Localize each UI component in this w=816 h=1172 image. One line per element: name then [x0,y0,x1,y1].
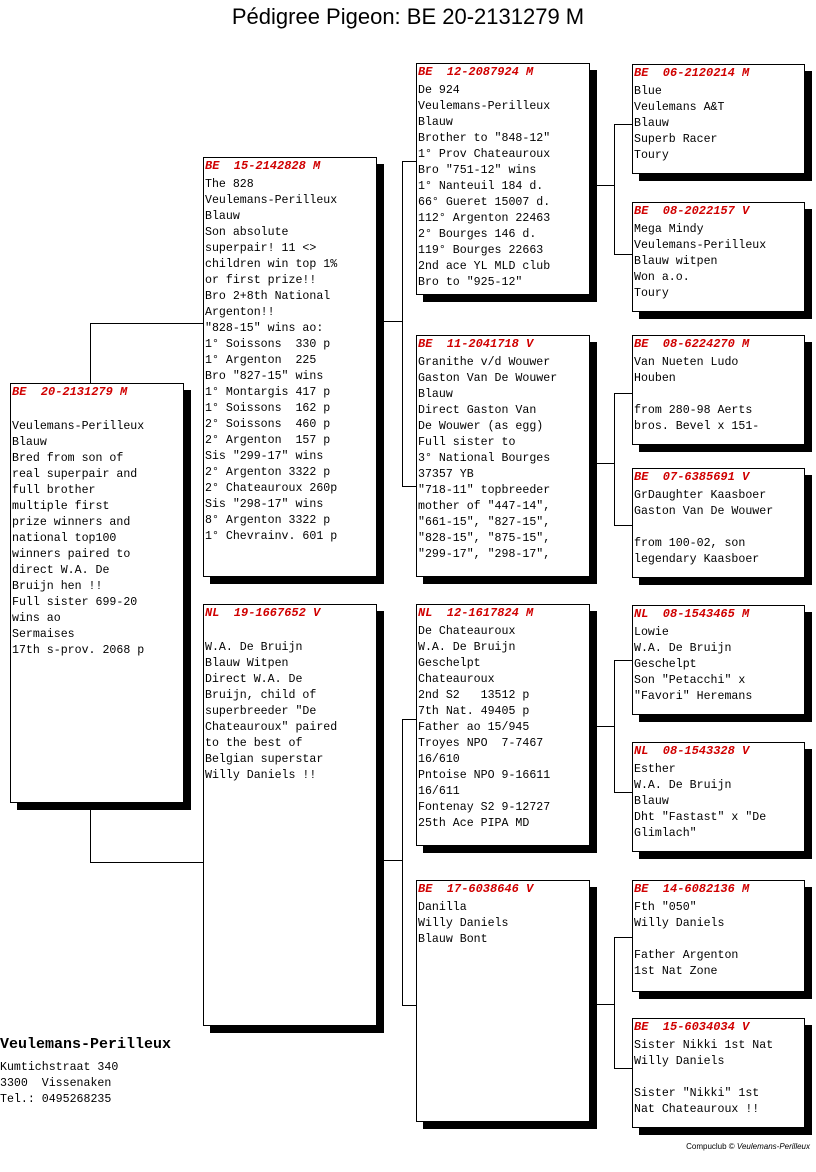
card-line: 2nd ace YL MLD club [418,260,551,273]
card-line: 17th s-prov. 2068 p [12,644,145,657]
owner-block [0,1036,171,1108]
card-line [205,624,376,640]
card-line: "Favori" Heremans [634,690,753,703]
card-line: Veulemans-Perilleux [418,100,551,113]
card-line: Sister "Nikki" 1st [634,1087,760,1100]
ring-number: BE 08-2022157 V [634,204,750,218]
card-line: GrDaughter Kaasboer [634,489,767,502]
card-line [634,1070,804,1086]
card-line: "661-15", "827-15", [418,516,551,529]
ring-number: BE 20-2131279 M [12,385,128,399]
card-line: 2° Chateauroux 260p [205,482,338,495]
card-line [12,403,183,419]
ring-number: BE 07-6385691 V [634,470,750,484]
card-line: Bruijn hen !! [12,580,103,593]
ring-number: BE 15-6034034 V [634,1020,750,1034]
card-line: Fontenay S2 9-12727 [418,801,551,814]
pedigree-card-father[interactable] [203,157,377,577]
card-line: wins ao [12,612,61,625]
card-line: to the best of [205,737,303,750]
footer-brand: Compuclub © [686,1142,737,1151]
card-line: 1° Soissons 162 p [205,402,331,415]
card-line: W.A. De Bruijn [418,641,516,654]
card-line: real superpair and [12,468,138,481]
card-line: 66° Gueret 15007 d. [418,196,551,209]
card-line: Blauw Witpen [205,657,289,670]
card-line: Brother to "848-12" [418,132,551,145]
card-line: Willy Daniels [418,917,509,930]
connector-line [402,1005,417,1006]
connector-line [596,1004,614,1005]
card-line: Veulemans A&T [634,101,725,114]
card-line: full brother [12,484,96,497]
card-line [634,387,804,403]
card-line: 37357 YB [418,468,474,481]
card-line: 16/611 [418,785,460,798]
card-body [417,79,589,291]
card-line: national top100 [12,532,117,545]
card-line: The 828 [205,178,254,191]
card-line: Toury [634,149,669,162]
card-line: Bruijn, child of [205,689,317,702]
card-line [634,520,804,536]
connector-line [614,393,632,394]
card-line: De 924 [418,84,460,97]
card-line: Pntoise NPO 9-16611 [418,769,551,782]
card-line: Danilla [418,901,467,914]
page-title: Pédigree Pigeon: BE 20-2131279 M [231,4,585,29]
card-line: Veulemans-Perilleux [12,420,145,433]
card-line: Direct Gaston Van [418,404,537,417]
card-line: Houben [634,372,676,385]
ring-number: NL 08-1543328 V [634,744,750,758]
card-line: Blauw Bont [418,933,488,946]
card-line: bros. Bevel x 151- [634,420,760,433]
owner-city: 3300 Vissenaken [0,1077,112,1090]
card-line: 8° Argenton 3322 p [205,514,331,527]
card-line: Blauw witpen [634,255,718,268]
card-line: Bro to "925-12" [418,276,523,289]
connector-line [614,393,615,525]
card-line: Veulemans-Perilleux [634,239,767,252]
pedigree-card-fmm[interactable] [632,468,805,578]
card-body [633,80,804,164]
connector-line [402,486,417,487]
footer-credit [686,1142,810,1151]
connector-line [90,323,204,324]
card-line: 1° Chevrainv. 601 p [205,530,338,543]
card-body [204,173,376,545]
card-line: Blauw [205,210,240,223]
card-line: Gaston Van De Wouwer [418,372,558,385]
card-line: from 280-98 Aerts [634,404,753,417]
card-line: W.A. De Bruijn [205,641,303,654]
card-line: Sermaises [12,628,75,641]
pedigree-card-ffm[interactable] [632,202,805,312]
connector-line [376,321,402,322]
owner-street: Kumtichstraat 340 [0,1061,119,1074]
card-line: 112° Argenton 22463 [418,212,551,225]
card-line: Van Nueten Ludo [634,356,739,369]
pedigree-card-father-father[interactable] [416,63,590,295]
ring-number: BE 17-6038646 V [418,882,534,896]
card-body [633,1034,804,1118]
card-body [11,399,183,659]
card-line: Chateauroux" paired [205,721,338,734]
card-line: Geschelpt [634,658,697,671]
pedigree-card-father-mother[interactable] [416,335,590,577]
card-line: De Wouwer (as egg) [418,420,544,433]
connector-line [614,792,632,793]
card-line: Bro 2+8th National [205,290,331,303]
connector-line [614,254,632,255]
card-line: 119° Bourges 22663 [418,244,544,257]
pedigree-card-fff[interactable] [632,64,805,174]
card-line: Lowie [634,626,669,639]
ring-number: BE 12-2087924 M [418,65,534,79]
card-line: De Chateauroux [418,625,516,638]
card-line: Troyes NPO 7-7467 [418,737,544,750]
card-line: winners paired to [12,548,131,561]
connector-line [402,161,417,162]
card-line: 16/610 [418,753,460,766]
card-line: legendary Kaasboer [634,553,760,566]
card-line: Willy Daniels !! [205,769,317,782]
connector-line [402,161,403,486]
card-line: Dht "Fastast" x "De [634,811,767,824]
connector-line [614,124,615,254]
card-line: superpair! 11 <> [205,242,317,255]
card-line [634,932,804,948]
card-line: Blauw [418,116,453,129]
card-line: Sister Nikki 1st Nat [634,1039,774,1052]
card-line: Veulemans-Perilleux [205,194,338,207]
pedigree-card-mmf[interactable] [632,880,805,992]
card-line: Son absolute [205,226,289,239]
card-body [204,620,376,784]
connector-line [90,810,91,863]
card-line: Blauw [418,388,453,401]
connector-line [614,124,632,125]
card-line: Blauw [12,436,47,449]
card-line: multiple first [12,500,110,513]
pedigree-card-mff[interactable] [632,605,805,715]
connector-line [90,323,91,383]
card-line: Father Argenton [634,949,739,962]
card-line: 1° Argenton 225 [205,354,317,367]
card-line: Direct W.A. De [205,673,303,686]
connector-line [402,719,403,1005]
connector-line [614,660,632,661]
card-line: direct W.A. De [12,564,110,577]
card-line: from 100-02, son [634,537,746,550]
pedigree-card-fmf[interactable] [632,335,805,445]
card-line: Father ao 15/945 [418,721,530,734]
card-line: 1° Nanteuil 184 d. [418,180,544,193]
card-line: 1st Nat Zone [634,965,718,978]
card-body [417,620,589,832]
card-line: 25th Ace PIPA MD [418,817,530,830]
pedigree-card-bird[interactable] [10,383,184,803]
card-line: Geschelpt [418,657,481,670]
card-body [633,621,804,705]
card-line: prize winners and [12,516,131,529]
card-line: Won a.o. [634,271,690,284]
owner-tel: Tel.: 0495268235 [0,1093,112,1106]
connector-line [614,937,615,1068]
card-line: 1° Soissons 330 p [205,338,331,351]
card-line: Bred from son of [12,452,124,465]
card-line: Sis "298-17" wins [205,498,324,511]
connector-line [596,726,614,727]
card-line: Willy Daniels [634,1055,725,1068]
card-line: W.A. De Bruijn [634,642,732,655]
card-line: 7th Nat. 49405 p [418,705,530,718]
card-line: Glimlach" [634,827,697,840]
pedigree-card-mmm[interactable] [632,1018,805,1128]
card-line: superbreeder "De [205,705,317,718]
card-line: Bro "827-15" wins [205,370,324,383]
pedigree-card-mother-father[interactable] [416,604,590,846]
card-body [633,351,804,435]
card-line: Toury [634,287,669,300]
ring-number: BE 15-2142828 M [205,159,321,173]
card-line: Full sister to [418,436,516,449]
card-line: Son "Petacchi" x [634,674,746,687]
card-line: 2° Soissons 460 p [205,418,331,431]
card-line: Granithe v/d Wouwer [418,356,551,369]
connector-line [402,719,417,720]
connector-line [596,463,614,464]
card-line: Blauw [634,117,669,130]
card-line: mother of "447-14", [418,500,551,513]
pedigree-card-mfm[interactable] [632,742,805,852]
card-body [633,896,804,980]
card-line: children win top 1% [205,258,338,271]
card-line: Esther [634,763,676,776]
card-line: 2° Bourges 146 d. [418,228,537,241]
card-line: Blue [634,85,662,98]
card-line: "828-15", "875-15", [418,532,551,545]
card-line: Bro "751-12" wins [418,164,537,177]
connector-line [90,862,204,863]
ring-number: NL 08-1543465 M [634,607,750,621]
footer-owner: Veulemans-Perilleux [736,1142,810,1151]
card-body [633,218,804,302]
card-line: "828-15" wins ao: [205,322,324,335]
card-line: W.A. De Bruijn [634,779,732,792]
card-line: 2nd S2 13512 p [418,689,530,702]
connector-line [614,1068,632,1069]
card-line: "299-17", "298-17", [418,548,551,561]
ring-number: BE 08-6224270 M [634,337,750,351]
connector-line [376,860,402,861]
card-body [417,896,589,948]
card-line: Chateauroux [418,673,495,686]
card-body [633,484,804,568]
card-line: 2° Argenton 3322 p [205,466,331,479]
pedigree-card-mother[interactable] [203,604,377,1026]
owner-name: Veulemans-Perilleux [0,1036,172,1053]
card-line: 1° Prov Chateauroux [418,148,551,161]
card-line: Gaston Van De Wouwer [634,505,774,518]
ring-number: BE 14-6082136 M [634,882,750,896]
card-line: 3° National Bourges [418,452,551,465]
connector-line [614,660,615,792]
connector-line [614,937,632,938]
card-line: Blauw [634,795,669,808]
card-body [633,758,804,842]
card-line: Nat Chateauroux !! [634,1103,760,1116]
card-line: or first prize!! [205,274,317,287]
ring-number: NL 12-1617824 M [418,606,534,620]
card-line: Belgian superstar [205,753,324,766]
card-line: "718-11" topbreeder [418,484,551,497]
ring-number: NL 19-1667652 V [205,606,321,620]
card-line: 2° Argenton 157 p [205,434,331,447]
card-body [417,351,589,563]
card-line: Argenton!! [205,306,275,319]
card-line: Mega Mindy [634,223,704,236]
card-line: 1° Montargis 417 p [205,386,331,399]
ring-number: BE 06-2120214 M [634,66,750,80]
ring-number: BE 11-2041718 V [418,337,534,351]
connector-line [596,185,614,186]
card-line: Superb Racer [634,133,718,146]
card-line: Willy Daniels [634,917,725,930]
pedigree-card-mother-mother[interactable] [416,880,590,1122]
card-line: Full sister 699-20 [12,596,138,609]
card-line: Fth "050" [634,901,697,914]
connector-line [614,525,632,526]
card-line: Sis "299-17" wins [205,450,324,463]
